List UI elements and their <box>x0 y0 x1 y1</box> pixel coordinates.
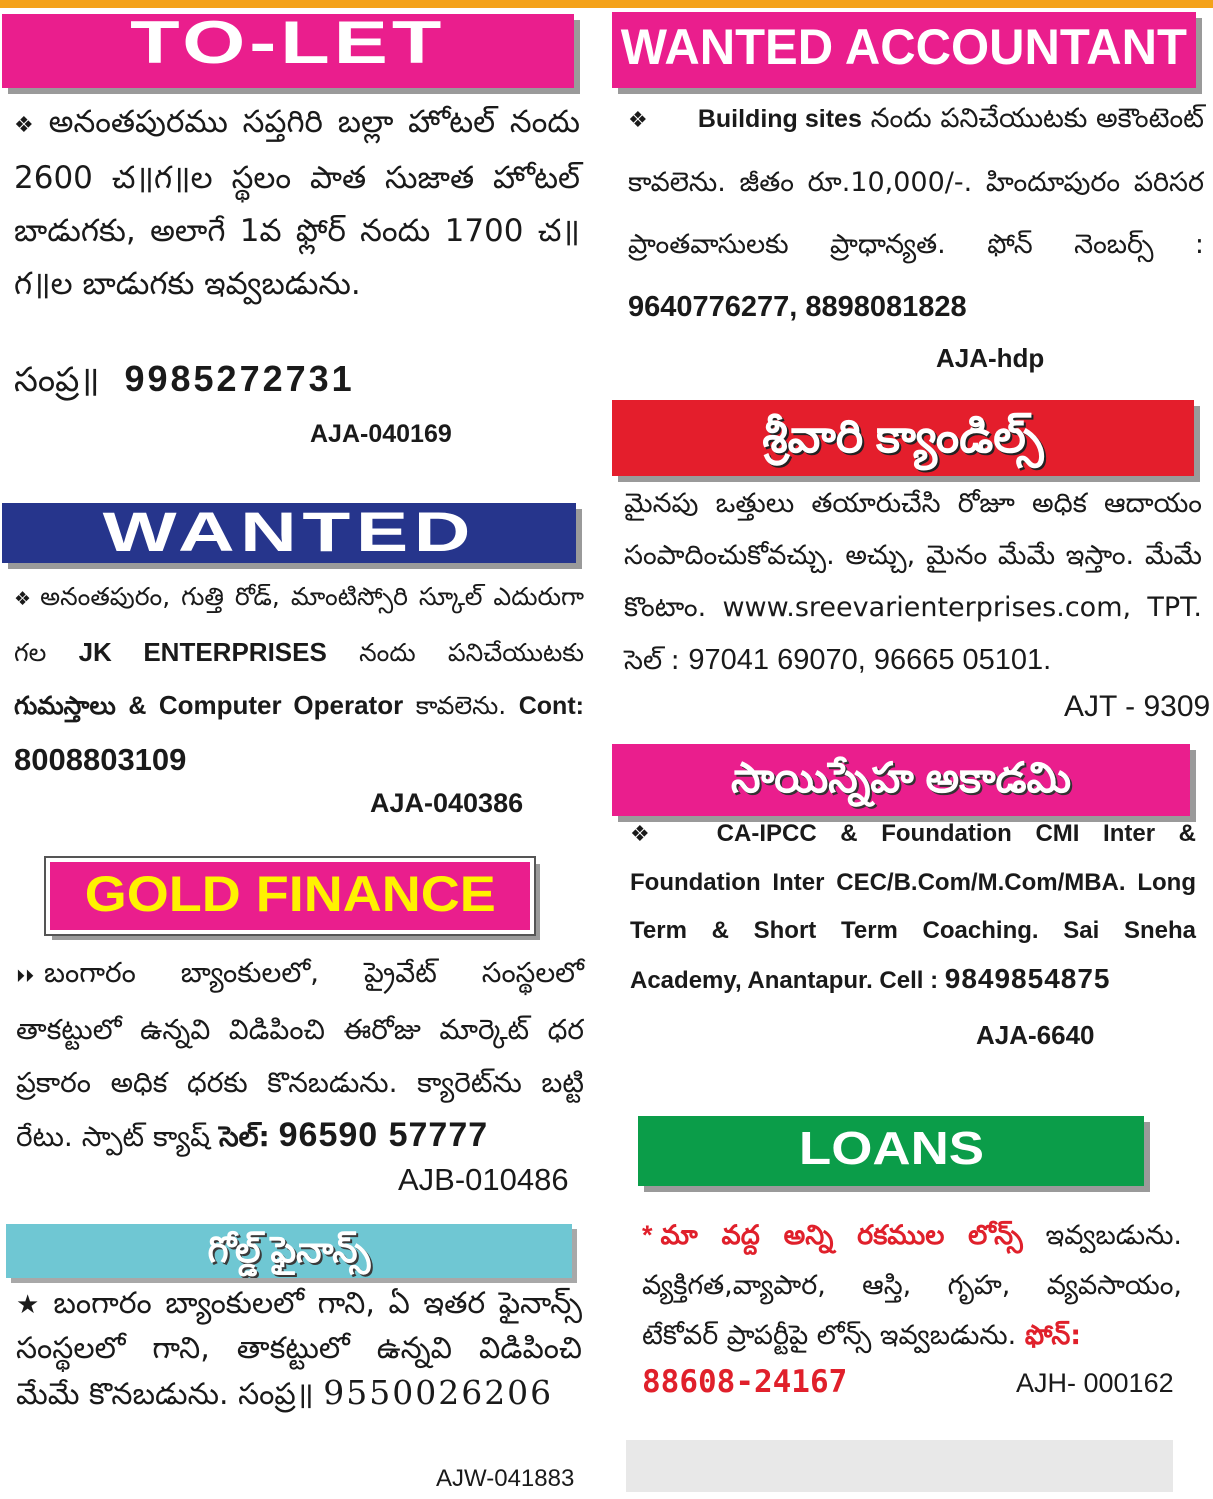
ad-body: ❖ అనంతపురము సప్తగిరి బల్లా హోటల్ నందు 2600 చ॥గ॥ల స్థలం పాత సుజాత హోటల్ బాడుగకు, అలాగే 1వ ఫ్లోర్ నందు 1700 చ॥గ॥ల బాడుగకు ఇవ్వబడును. <box>14 104 580 302</box>
ad-header: GOLD FINANCE <box>46 858 534 934</box>
asterisk-bullet-icon: * <box>642 1220 653 1250</box>
ad-code: AJB-010486 <box>398 1162 569 1197</box>
ad-header: సాయిస్నేహ అకాడమి <box>612 744 1190 816</box>
ad-body: ❖ అనంతపురం, గుత్తి రోడ్, మాంటిస్సోరి స్కూల్ ఎదురుగా గల JK ENTERPRISES నందు పనిచేయుటకు గుమస్తాలు & Computer Operator కావలెను. Cont: 8008803109 <box>14 582 584 777</box>
ad-code: AJA-040386 <box>370 788 524 818</box>
ad-body: * మా వద్ద అన్ని రకముల లోన్స్ ఇవ్వబడును. వ్యక్తిగత,వ్యాపార, ఆస్తి, గృహ, వ్యవసాయం, టేకోవర్ ప్రాపర్టీపై లోన్స్ ఇవ్వబడును. ఫోన్: <box>642 1220 1182 1351</box>
diamond-bullet-icon: ❖ <box>628 108 648 133</box>
ad-body: ❖ CA-IPCC & Foundation CMI Inter & Foundation Inter CEC/B.Com/M.Com/MBA. Long Term & Short Term Coaching. Sai Sneha Academy, Anantapur. Cell : 9849854875 <box>630 820 1196 994</box>
ad-code: AJW-041883 <box>436 1465 575 1492</box>
ad-body: ❖ Building sites నందు పనిచేయుటకు అకౌంటెంట్ కావలెను. జీతం రూ.10,000/-. హిందూపురం పరిసర ప్రాంతవాసులకు ప్రాధాన్యత. ఫోన్ నెంబర్స్ : 9640776277, 8898081828 <box>628 103 1204 323</box>
ad-header: TO-LET <box>2 14 574 88</box>
star-bullet-icon: ★ <box>16 1290 44 1320</box>
ad-code: AJA-hdp <box>936 343 1045 373</box>
diamond-bullet-icon: ❖ <box>14 113 39 138</box>
ad-code: AJT - 9309 <box>1064 690 1211 723</box>
ad-contact: 88608-24167 <box>642 1364 848 1400</box>
ad-code: AJA-6640 <box>976 1020 1095 1050</box>
ad-body: మైనపు ఒత్తులు తయారుచేసి రోజూ అధిక ఆదాయం సంపాదించుకోవచ్చు. అచ్చు, మైనం మేమే ఇస్తాం. మేమే కొంటాం. www.sreevarienterprises.com, TPT. సెల్ : 97041 69070, 96665 05101. <box>624 488 1202 676</box>
ad-code: AJH- 000162 <box>1016 1368 1174 1398</box>
ad-code: AJA-040169 <box>310 420 452 448</box>
footer-blank-bar <box>626 1440 1173 1492</box>
ad-header: శ్రీవారి క్యాండిల్స్ <box>612 400 1194 476</box>
diamond-bullet-icon: ❖ <box>14 588 35 610</box>
ad-header: గోల్డ్ ఫైనాన్స్ <box>6 1224 572 1278</box>
ad-header: WANTED <box>2 503 576 563</box>
ad-body: ★ బంగారం బ్యాంకులలో గాని, ఏ ఇతర ఫైనాన్స్ సంస్థలలో గాని, తాకట్టులో ఉన్నవి విడిపించి మేమే కొనబడును. సంప్ర॥ 9550026206 <box>16 1286 582 1412</box>
double-arrow-bullet-icon: ⏵⏵ <box>16 966 34 987</box>
ad-body: ⏵⏵ బంగారం బ్యాంకులలో, ప్రైవేట్ సంస్థలలో తాకట్టులో ఉన్నవి విడిపించి ఈరోజు మార్కెట్ ధర ప్రకారం అధిక ధరకు కొనబడును. క్యారెట్‌ను బట్టి రేటు. స్పాట్ క్యాష్ సెల్: 96590 57777 <box>16 956 584 1154</box>
diamond-bullet-icon: ❖ <box>630 822 667 847</box>
top-accent-line <box>0 0 1213 8</box>
ad-contact: సంప్ర॥ 9985272731 <box>14 358 355 400</box>
ad-header: LOANS <box>638 1116 1144 1186</box>
ad-header: WANTED ACCOUNTANT <box>612 12 1196 88</box>
